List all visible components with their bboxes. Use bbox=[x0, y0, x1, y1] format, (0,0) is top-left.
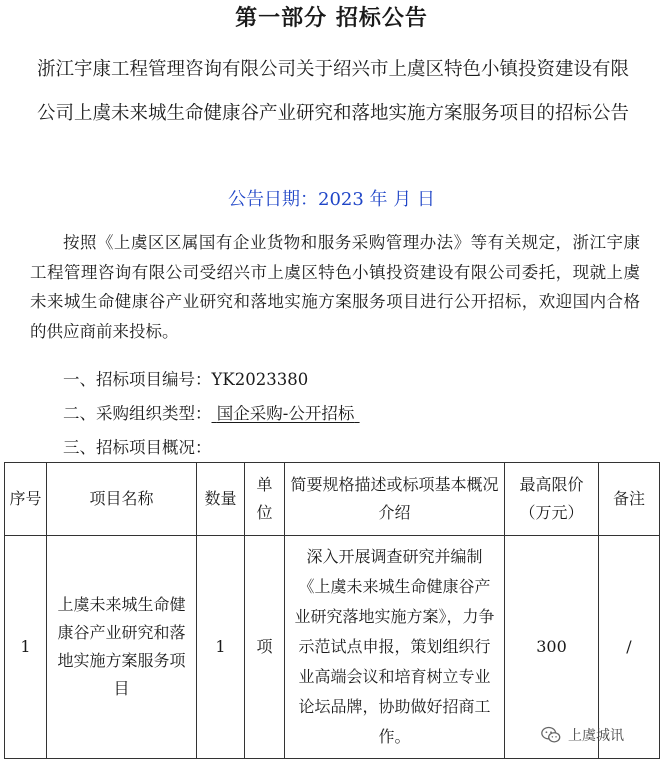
col-header-desc: 简要规格描述或标项基本概况介绍 bbox=[285, 463, 505, 536]
item-procurement-type-value: 国企采购-公开招标 bbox=[216, 404, 355, 423]
cell-desc: 深入开展调查研究并编制《上虞未来城生命健康谷产业研究落地实施方案》，力争示范试点申报，策划组织行业高端会议和培育树立专业论坛品牌，协助做好招商工作。 bbox=[285, 536, 505, 759]
table-header-row bbox=[5, 463, 660, 536]
item-project-number-value: YK2023380 bbox=[211, 370, 309, 389]
item-overview: 三、招标项目概况： bbox=[63, 438, 212, 457]
wechat-icon bbox=[540, 724, 562, 746]
watermark-text: 上虞城讯 bbox=[568, 728, 624, 744]
item-procurement-type bbox=[63, 401, 360, 427]
cell-qty: 1 bbox=[197, 536, 245, 759]
notice-subtitle: 浙江宇康工程管理咨询有限公司关于绍兴市上虞区特色小镇投资建设有限公司上虞未来城生命健康谷产业研究和落地实施方案服务项目的招标公告 bbox=[36, 59, 629, 124]
cell-price: 300 bbox=[505, 536, 599, 759]
notice-date: 公告日期：2023 年 月 日 bbox=[228, 189, 435, 210]
item-project-number bbox=[63, 367, 308, 393]
col-header-qty: 数量 bbox=[197, 463, 245, 536]
cell-unit: 项 bbox=[245, 536, 285, 759]
cell-note: / bbox=[599, 536, 660, 759]
cell-seq: 1 bbox=[5, 536, 47, 759]
cell-name: 上虞未来城生命健康谷产业研究和落地实施方案服务项目 bbox=[47, 536, 197, 759]
item-procurement-type-label: 二、采购组织类型： bbox=[63, 404, 212, 423]
item-project-number-label: 一、招标项目编号： bbox=[63, 370, 212, 389]
watermark bbox=[540, 724, 624, 746]
col-header-unit: 单位 bbox=[245, 463, 285, 536]
col-header-seq: 序号 bbox=[5, 463, 47, 536]
page-title: 第一部分 招标公告 bbox=[235, 5, 428, 31]
col-header-note: 备注 bbox=[599, 463, 660, 536]
col-header-name: 项目名称 bbox=[47, 463, 197, 536]
bid-table bbox=[4, 462, 660, 759]
intro-paragraph: 按照《上虞区区属国有企业货物和服务采购管理办法》等有关规定，浙江宇康工程管理咨询有限公司受绍兴市上虞区特色小镇投资建设有限公司委托，现就上虞未来城生命健康谷产业研究和落地实施方案服务项目进行公开招标，欢迎国内合格的供应商前来投标。 bbox=[30, 233, 640, 341]
col-header-price: 最高限价（万元） bbox=[505, 463, 599, 536]
